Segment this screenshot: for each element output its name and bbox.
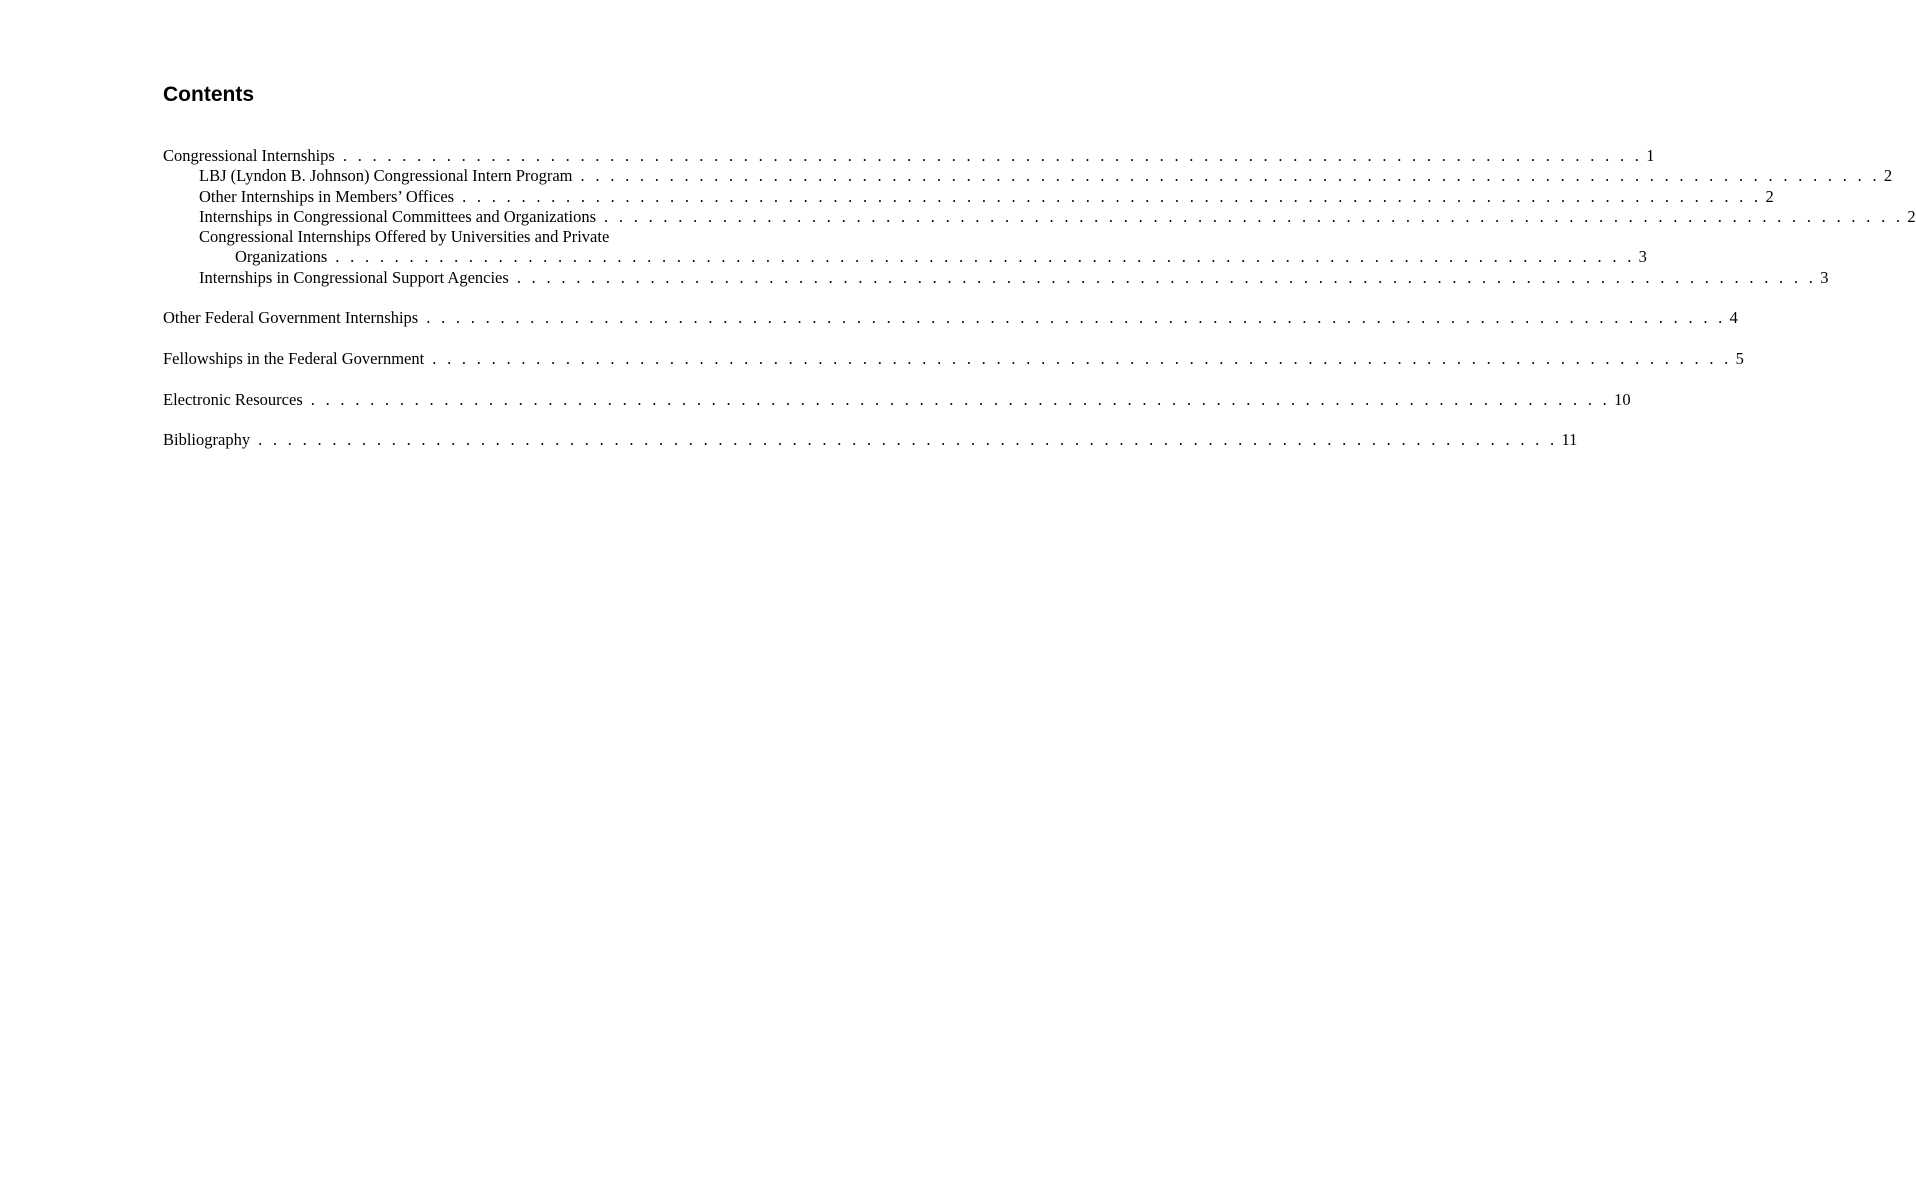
dot-leader: . . . . . . . . . . . . . . . . . . . . . . . . . . . . . . . . . . . . . . . . . . . . . . . . . . . . . . . . . . . . . . . . . . . . . . . . . . . . . . . . . . . . . . . .	[335, 247, 1635, 267]
toc-entry-title: Electronic Resources	[163, 389, 303, 409]
toc-entry-page-number: 4	[1729, 308, 1738, 328]
toc-entry-lbj-intern-program[interactable]	[163, 166, 1893, 186]
toc-entry-page-number: 2	[1883, 166, 1893, 186]
toc-entry-electronic-resources[interactable]	[163, 389, 1631, 410]
toc-entry-title: Bibliography	[163, 430, 251, 450]
toc-entry-page-number: 10	[1614, 389, 1631, 409]
toc-entry-title: Fellowships in the Federal Government	[163, 348, 425, 368]
toc-entry-congressional-internships[interactable]	[163, 146, 1655, 166]
toc-entry-page-number: 3	[1820, 267, 1829, 287]
toc-entry-fellowships[interactable]	[163, 348, 1744, 369]
toc-entry-support-agencies[interactable]	[163, 267, 1829, 288]
toc-entry-title: Congressional Internships	[163, 146, 335, 165]
toc-entry-committees[interactable]	[163, 206, 1916, 227]
dot-leader: . . . . . . . . . . . . . . . . . . . . . . . . . . . . . . . . . . . . . . . . . . . . . . . . . . . . . . . . . . . . . . . . . . . . . . . . . . . . . . . . . . . . . . . .	[432, 348, 1732, 368]
toc-entry-title: Congressional Internships Offered by Universities and Private	[199, 227, 610, 247]
toc-entry-universities-line-2[interactable]	[163, 247, 1647, 267]
dot-leader: . . . . . . . . . . . . . . . . . . . . . . . . . . . . . . . . . . . . . . . . . . . . . . . . . . . . . . . . . . . . . . . . . . . . . . . . . . . . . . . . . . . . . . . .	[342, 146, 1643, 165]
toc-entry-bibliography[interactable]	[163, 430, 1578, 450]
toc-entry-page-number: 1	[1646, 146, 1655, 165]
toc-entry-page-number: 3	[1638, 247, 1647, 267]
toc-entry-page-number: 5	[1735, 348, 1744, 368]
toc-entry-universities-line-1[interactable]	[163, 227, 758, 247]
toc-entry-title: Other Internships in Members’ Offices	[199, 186, 455, 206]
toc-entry-title: Organizations	[235, 247, 328, 267]
toc-entry-members-offices[interactable]	[163, 186, 1774, 207]
page-title: Contents	[163, 83, 254, 106]
dot-leader: . . . . . . . . . . . . . . . . . . . . . . . . . . . . . . . . . . . . . . . . . . . . . . . . . . . . . . . . . . . . . . . . . . . . . . . . . . . . . . . . . . . . . . . .	[426, 308, 1726, 328]
toc-entry-federal-internships[interactable]	[163, 308, 1738, 328]
toc-entry-page-number: 2	[1765, 186, 1774, 206]
toc-entry-title: LBJ (Lyndon B. Johnson) Congressional Intern Program	[199, 166, 573, 186]
toc-entry-title: Other Federal Government Internships	[163, 308, 419, 328]
dot-leader: . . . . . . . . . . . . . . . . . . . . . . . . . . . . . . . . . . . . . . . . . . . . . . . . . . . . . . . . . . . . . . . . . . . . . . . . . . . . . . . . . . . . . . . .	[310, 389, 1611, 409]
toc-entry-page-number: 2	[1907, 206, 1916, 226]
dot-leader: . . . . . . . . . . . . . . . . . . . . . . . . . . . . . . . . . . . . . . . . . . . . . . . . . . . . . . . . . . . . . . . . . . . . . . . . . . . . . . . . . . . . . . . .	[516, 267, 1817, 287]
dot-leader: . . . . . . . . . . . . . . . . . . . . . . . . . . . . . . . . . . . . . . . . . . . . . . . . . . . . . . . . . . . . . . . . . . . . . . . . . . . . . . . . . . . . . . . .	[580, 166, 1880, 186]
toc-entry-title: Internships in Congressional Support Agencies	[199, 267, 509, 287]
dot-leader: . . . . . . . . . . . . . . . . . . . . . . . . . . . . . . . . . . . . . . . . . . . . . . . . . . . . . . . . . . . . . . . . . . . . . . . . . . . . . . . . . . . . . . . .	[258, 430, 1558, 450]
toc-entry-page-number: 11	[1561, 430, 1578, 450]
toc-entry-title: Internships in Congressional Committees and Organizations	[199, 206, 597, 226]
dot-leader: . . . . . . . . . . . . . . . . . . . . . . . . . . . . . . . . . . . . . . . . . . . . . . . . . . . . . . . . . . . . . . . . . . . . . . . . . . . . . . . . . . . . . . . .	[462, 186, 1762, 206]
table-of-contents	[163, 146, 1916, 450]
dot-leader: . . . . . . . . . . . . . . . . . . . . . . . . . . . . . . . . . . . . . . . . . . . . . . . . . . . . . . . . . . . . . . . . . . . . . . . . . . . . . . . . . . . . . . . .	[604, 206, 1904, 226]
